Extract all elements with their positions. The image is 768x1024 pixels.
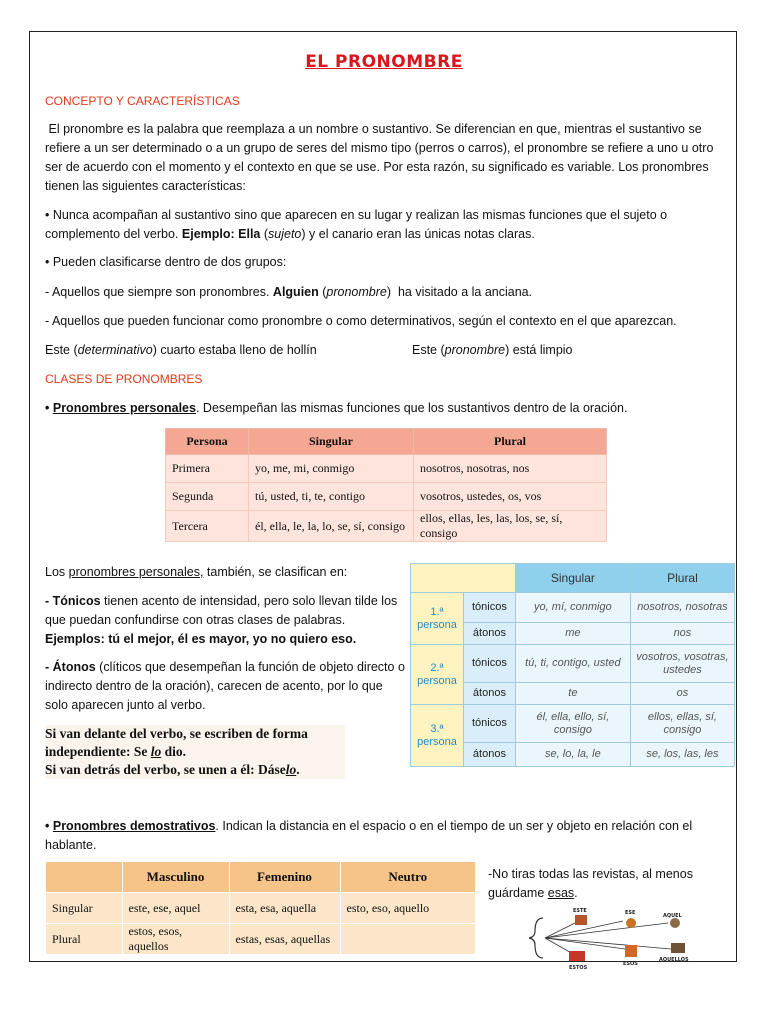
object-estos-icon bbox=[569, 951, 585, 961]
atonos-paragraph bbox=[45, 658, 405, 715]
personales-bullet: • bbox=[45, 401, 53, 415]
table-cell: Plural bbox=[46, 924, 123, 955]
header-femenino: Femenino bbox=[229, 862, 340, 893]
page-title: EL PRONOMBRE bbox=[305, 52, 463, 72]
table-demostrativos bbox=[45, 862, 476, 955]
table-cell: él, ella, le, la, lo, se, sí, consigo bbox=[249, 511, 414, 542]
table-cell: yo, me, mi, conmigo bbox=[249, 455, 414, 483]
header-plural: Plural bbox=[630, 564, 734, 593]
table-cell: vosotros, ustedes, os, vos bbox=[414, 483, 607, 511]
value-cell: ellos, ellas, sí, consigo bbox=[630, 705, 734, 743]
persona-label: 1.ª persona bbox=[417, 605, 457, 631]
rule-1 bbox=[45, 725, 345, 761]
table-cell: Primera bbox=[166, 455, 249, 483]
table-cell: nosotros, nosotras, nos bbox=[414, 455, 607, 483]
header-persona: Persona bbox=[166, 429, 249, 455]
table-row bbox=[46, 893, 476, 924]
value-cell: nosotros, nosotras bbox=[630, 593, 734, 623]
rule-2 bbox=[45, 761, 345, 779]
arrows-icon bbox=[545, 921, 671, 955]
example-pronombre: Este (pronombre) está limpio bbox=[412, 343, 573, 357]
object-aquel-icon bbox=[670, 918, 680, 928]
table-cell: este, ese, aquel bbox=[122, 893, 229, 924]
header-masculino: Masculino bbox=[122, 862, 229, 893]
table-cell: Tercera bbox=[166, 511, 249, 542]
example-pron-tag: pronombre bbox=[444, 343, 506, 357]
personales-intro bbox=[45, 399, 725, 418]
tonicos-paragraph bbox=[45, 592, 405, 649]
group-1-rest: ha visitado a la anciana. bbox=[397, 285, 533, 299]
value-cell: yo, mí, conmigo bbox=[515, 593, 630, 623]
label-esos: ESOS bbox=[623, 961, 638, 967]
object-aquellos-icon bbox=[671, 943, 685, 953]
demonstratives-illustration bbox=[513, 903, 723, 973]
table-cell bbox=[340, 924, 476, 955]
table-header-row bbox=[166, 429, 607, 455]
persona-label: 3.ª persona bbox=[417, 722, 457, 748]
kind-cell: tónicos bbox=[464, 593, 516, 623]
demo-example bbox=[488, 865, 728, 903]
table-row bbox=[46, 924, 476, 955]
example-pron-word: Este bbox=[412, 343, 438, 357]
header-plural: Plural bbox=[414, 429, 607, 455]
demo-example-post: . bbox=[574, 886, 578, 900]
table-header-row bbox=[411, 564, 735, 593]
intro-text: El pronombre es la palabra que reemplaza a un nombre o sustantivo. Se diferencian en que, mientras el sustantivo se refiere a un ser determinado o a un grupo de seres del mismo tipo (perros o carros), el pronombre se refiere a uno u otro ser de acuerdo con el momento y el contexto en que se use. Por esta razón, su significado es variable. Los pronombres tienen las siguientes características: bbox=[45, 122, 714, 193]
section-heading-clases: CLASES DE PRONOMBRES bbox=[45, 372, 203, 386]
clasifican-line bbox=[45, 563, 405, 582]
demo-example-word: esas bbox=[547, 886, 575, 900]
group-1-text: - Aquellos que siempre son pronombres. bbox=[45, 285, 270, 299]
label-este: ESTE bbox=[573, 908, 587, 914]
personales-title: Pronombres personales bbox=[52, 401, 196, 415]
group-2: - Aquellos que pueden funcionar como pronombre o como determinativos, según el contexto en el que aparezcan. bbox=[45, 314, 677, 328]
demo-example-pre: -No tiras todas las revistas, al menos guárdame bbox=[488, 867, 693, 900]
header-singular: Singular bbox=[249, 429, 414, 455]
tonicos-bold: - Tónicos bbox=[45, 594, 101, 608]
example-det-word: Este bbox=[45, 343, 71, 357]
intro-paragraph bbox=[45, 120, 717, 196]
table-cell: estos, esos, aquellos bbox=[122, 924, 229, 955]
table-row bbox=[411, 705, 735, 743]
brace-icon bbox=[529, 918, 543, 958]
bullet-1: • Nunca acompañan al sustantivo sino que aparecen en su lugar y realizan las mismas funciones que el sujeto o complemento del verbo. Ejemplo: Ella (sujeto) y el canario eran las únicas notas claras. bbox=[45, 208, 668, 241]
kind-cell: tónicos bbox=[464, 705, 516, 743]
table-cell: ellos, ellas, les, las, los, se, sí, consigo bbox=[414, 511, 607, 542]
atonos-text: (clíticos que desempeñan la función de objeto directo o indirecto dentro de la oración), carecen de acento, por lo que solo aparecen junto al verbo. bbox=[45, 660, 405, 712]
clasifican-pre: Los bbox=[45, 565, 69, 579]
header-neutro: Neutro bbox=[340, 862, 476, 893]
persona-cell bbox=[411, 645, 464, 705]
label-aquel: AQUEL bbox=[663, 913, 682, 919]
label-ese: ESE bbox=[625, 910, 636, 916]
table-cell: Segunda bbox=[166, 483, 249, 511]
personales-desc: . Desempeñan las mismas funciones que los sustantivos dentro de la oración. bbox=[195, 401, 628, 415]
persona-label: 2.ª persona bbox=[417, 661, 457, 687]
value-cell: nos bbox=[630, 623, 734, 645]
value-cell: él, ella, ello, sí, consigo bbox=[515, 705, 630, 743]
kind-cell: átonos bbox=[464, 743, 516, 767]
object-ese-icon bbox=[626, 918, 636, 928]
rule-1-post: dio. bbox=[161, 744, 187, 759]
section-heading-concepto: CONCEPTO Y CARACTERÍSTICAS bbox=[45, 94, 240, 108]
bullet-1-text: • Nunca acompañan al sustantivo sino que aparecen en su lugar y realizan las mismas funciones que el sujeto o complemento del verbo. bbox=[45, 208, 668, 241]
bullet-1-example-label: Ejemplo: Ella bbox=[181, 227, 261, 241]
persona-cell bbox=[411, 593, 464, 645]
value-cell: me bbox=[515, 623, 630, 645]
value-cell: tú, ti, contigo, usted bbox=[515, 645, 630, 683]
table-header-row bbox=[46, 862, 476, 893]
demostrativos-title: Pronombres demostrativos bbox=[52, 819, 216, 833]
tonicos-examples: Ejemplos: tú el mejor, él es mayor, yo no quiero eso. bbox=[45, 632, 357, 646]
value-cell: te bbox=[515, 683, 630, 705]
table-row bbox=[166, 455, 607, 483]
demostrativos-bullet: • bbox=[45, 819, 53, 833]
value-cell: os bbox=[630, 683, 734, 705]
table-personales bbox=[165, 428, 607, 542]
bullet-1-example-tag: sujeto bbox=[268, 227, 302, 241]
rule-1-pre: Si van delante del verbo, se escriben de forma independiente: Se bbox=[45, 726, 308, 759]
table-row bbox=[166, 483, 607, 511]
example-determinativo: Este (determinativo) cuarto estaba lleno de hollín bbox=[45, 343, 317, 357]
clasifican-post: también, se clasifican en: bbox=[203, 565, 348, 579]
example-det-tag: determinativo bbox=[77, 343, 153, 357]
table-cell: Singular bbox=[46, 893, 123, 924]
value-cell: vosotros, vosotras, ustedes bbox=[630, 645, 734, 683]
group-1: - Aquellos que siempre son pronombres. Alguien (pronombre) ha visitado a la anciana. bbox=[45, 285, 533, 299]
rule-1-word: lo bbox=[150, 744, 162, 759]
example-det-rest: cuarto estaba lleno de hollín bbox=[160, 343, 317, 357]
bullet-1-example-rest: y el canario eran las únicas notas claras. bbox=[309, 227, 535, 241]
object-este-icon bbox=[575, 915, 587, 925]
example-pron-rest: está limpio bbox=[512, 343, 573, 357]
value-cell: se, los, las, les bbox=[630, 743, 734, 767]
table-cell: esto, eso, aquello bbox=[340, 893, 476, 924]
tonicos-text: tienen acento de intensidad, pero solo llevan tilde los que puedan confundirse con otras clases de palabras. bbox=[45, 594, 398, 627]
clasifican-link: pronombres personales, bbox=[68, 565, 204, 579]
rule-2-post: . bbox=[296, 762, 300, 777]
table-cell: tú, usted, ti, te, contigo bbox=[249, 483, 414, 511]
table-cell: esta, esa, aquella bbox=[229, 893, 340, 924]
kind-cell: tónicos bbox=[464, 645, 516, 683]
persona-cell bbox=[411, 705, 464, 767]
table-tonicos-atonos bbox=[410, 563, 735, 767]
table-row bbox=[411, 593, 735, 623]
group-1-tag: pronombre bbox=[326, 285, 387, 299]
object-esos-icon bbox=[625, 945, 637, 957]
rule-2-pre: Si van detrás del verbo, se unen a él: Dáse bbox=[45, 762, 286, 777]
kind-cell: átonos bbox=[464, 683, 516, 705]
table-row bbox=[166, 511, 607, 542]
rule-box bbox=[45, 725, 345, 779]
atonos-bold: - Átonos bbox=[45, 660, 96, 674]
label-estos: ESTOS bbox=[569, 965, 588, 971]
label-aquellos: AQUELLOS bbox=[659, 957, 689, 963]
bullet-2: • Pueden clasificarse dentro de dos grupos: bbox=[45, 255, 287, 269]
value-cell: se, lo, la, le bbox=[515, 743, 630, 767]
table-row bbox=[411, 645, 735, 683]
group-1-word: Alguien bbox=[272, 285, 319, 299]
table-cell: estas, esas, aquellas bbox=[229, 924, 340, 955]
demostrativos-desc: . Indican la distancia en el espacio o en el tiempo de un ser y objeto en relación con el hablante. bbox=[45, 819, 693, 852]
kind-cell: átonos bbox=[464, 623, 516, 645]
rule-2-word: lo bbox=[285, 762, 297, 777]
demostrativos-intro bbox=[45, 817, 717, 855]
header-blank bbox=[411, 564, 516, 593]
header-blank bbox=[46, 862, 123, 893]
header-singular: Singular bbox=[515, 564, 630, 593]
